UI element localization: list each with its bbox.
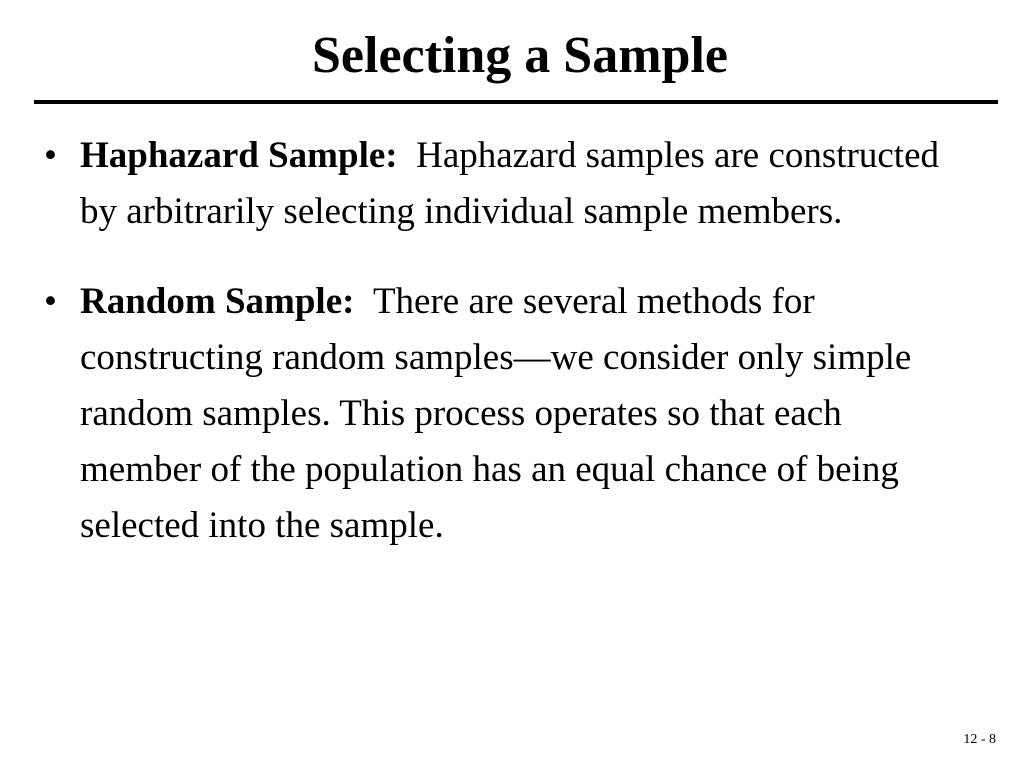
bullet-term: Haphazard Sample: — [80, 135, 398, 176]
bullet-list — [0, 128, 1024, 554]
bullet-text: Haphazard samples are constructed by arbitrarily selecting individual sample members. — [80, 135, 940, 232]
bullet-term: Random Sample: — [80, 281, 355, 322]
bullet-marker: • — [44, 135, 57, 176]
title-divider — [34, 100, 998, 104]
bullet-haphazard-sample — [0, 128, 1024, 240]
bullet-text: There are several methods for constructing random samples—we consider only simple random samples. This process operates so that each member of the population has an equal chance of being selected into the sample. — [80, 281, 912, 546]
page-number: 12 - 8 — [963, 732, 996, 747]
slide-title: Selecting a Sample — [312, 27, 728, 84]
bullet-random-sample — [0, 274, 1024, 554]
bullet-marker: • — [44, 281, 57, 322]
